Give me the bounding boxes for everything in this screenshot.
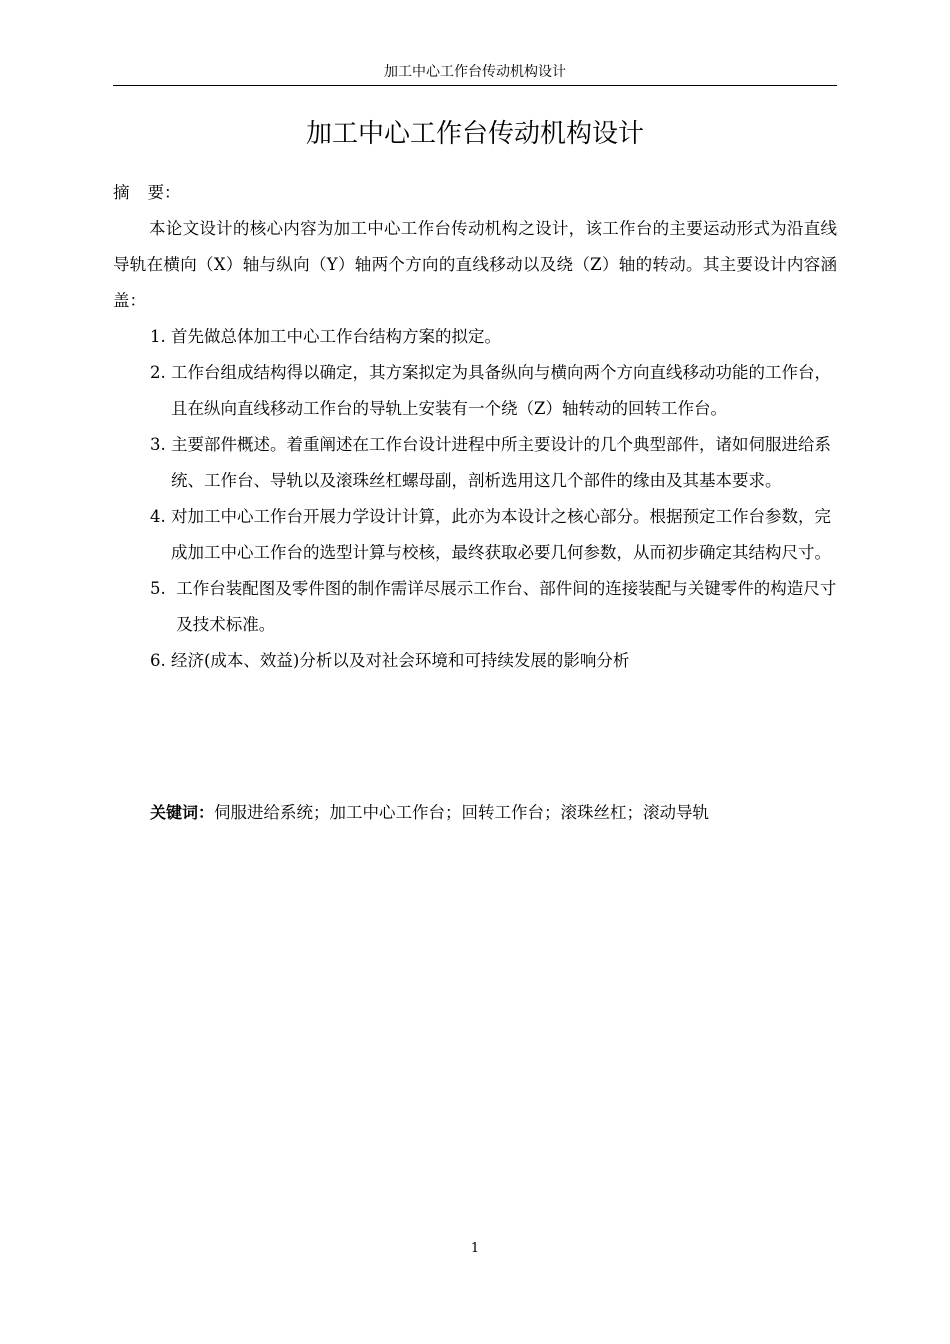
abstract-item-list — [150, 319, 840, 679]
list-item — [150, 643, 840, 679]
running-header — [113, 62, 837, 86]
list-item-text: 主要部件概述。着重阐述在工作台设计进程中所主要设计的几个典型部件，诸如伺服进给系统、工作台、导轨以及滚珠丝杠螺母副，剖析选用这几个部件的缘由及其基本要求。 — [171, 435, 831, 490]
abstract-intro: 本论文设计的核心内容为加工中心工作台传动机构之设计，该工作台的主要运动形式为沿直线导轨在横向（X）轴与纵向（Y）轴两个方向的直线移动以及绕（Z）轴的转动。其主要设计内容涵盖： — [113, 219, 837, 310]
list-item — [150, 499, 840, 571]
keywords-text: 伺服进给系统；加工中心工作台；回转工作台；滚珠丝杠；滚动导轨 — [214, 803, 710, 822]
list-item-number: 3. — [150, 435, 171, 454]
list-item-text: 首先做总体加工中心工作台结构方案的拟定。 — [171, 327, 501, 346]
list-item — [150, 427, 840, 499]
keywords-line — [150, 795, 840, 831]
running-header-title: 加工中心工作台传动机构设计 — [384, 64, 566, 80]
abstract-label-part2: 要： — [147, 183, 181, 202]
list-item-text: 工作台装配图及零件图的制作需详尽展示工作台、部件间的连接装配与关键零件的构造尺寸及技术标准。 — [176, 579, 837, 634]
list-item-number: 1. — [150, 327, 171, 346]
document-title: 加工中心工作台传动机构设计 — [305, 119, 644, 149]
list-item — [150, 571, 840, 643]
keywords-label: 关键词： — [150, 803, 215, 822]
list-item-text: 工作台组成结构得以确定，其方案拟定为具备纵向与横向两个方向直线移动功能的工作台，且在纵向直线移动工作台的导轨上安装有一个绕（Z）轴转动的回转工作台。 — [171, 363, 831, 418]
list-item-text: 对加工中心工作台开展力学设计计算，此亦为本设计之核心部分。根据预定工作台参数，完成加工中心工作台的选型计算与校核，最终获取必要几何参数，从而初步确定其结构尺寸。 — [171, 507, 831, 562]
list-item-number: 5. — [150, 579, 177, 598]
list-item-number: 2. — [150, 363, 171, 382]
list-item — [150, 319, 840, 355]
abstract-label-part1: 摘 — [113, 183, 130, 202]
list-item — [150, 355, 840, 427]
list-item-text: 经济(成本、效益)分析以及对社会环境和可持续发展的影响分析 — [171, 651, 630, 670]
list-item-number: 4. — [150, 507, 171, 526]
page-number: 1 — [470, 1241, 480, 1256]
abstract-label — [113, 175, 837, 211]
list-item-number: 6. — [150, 651, 171, 670]
